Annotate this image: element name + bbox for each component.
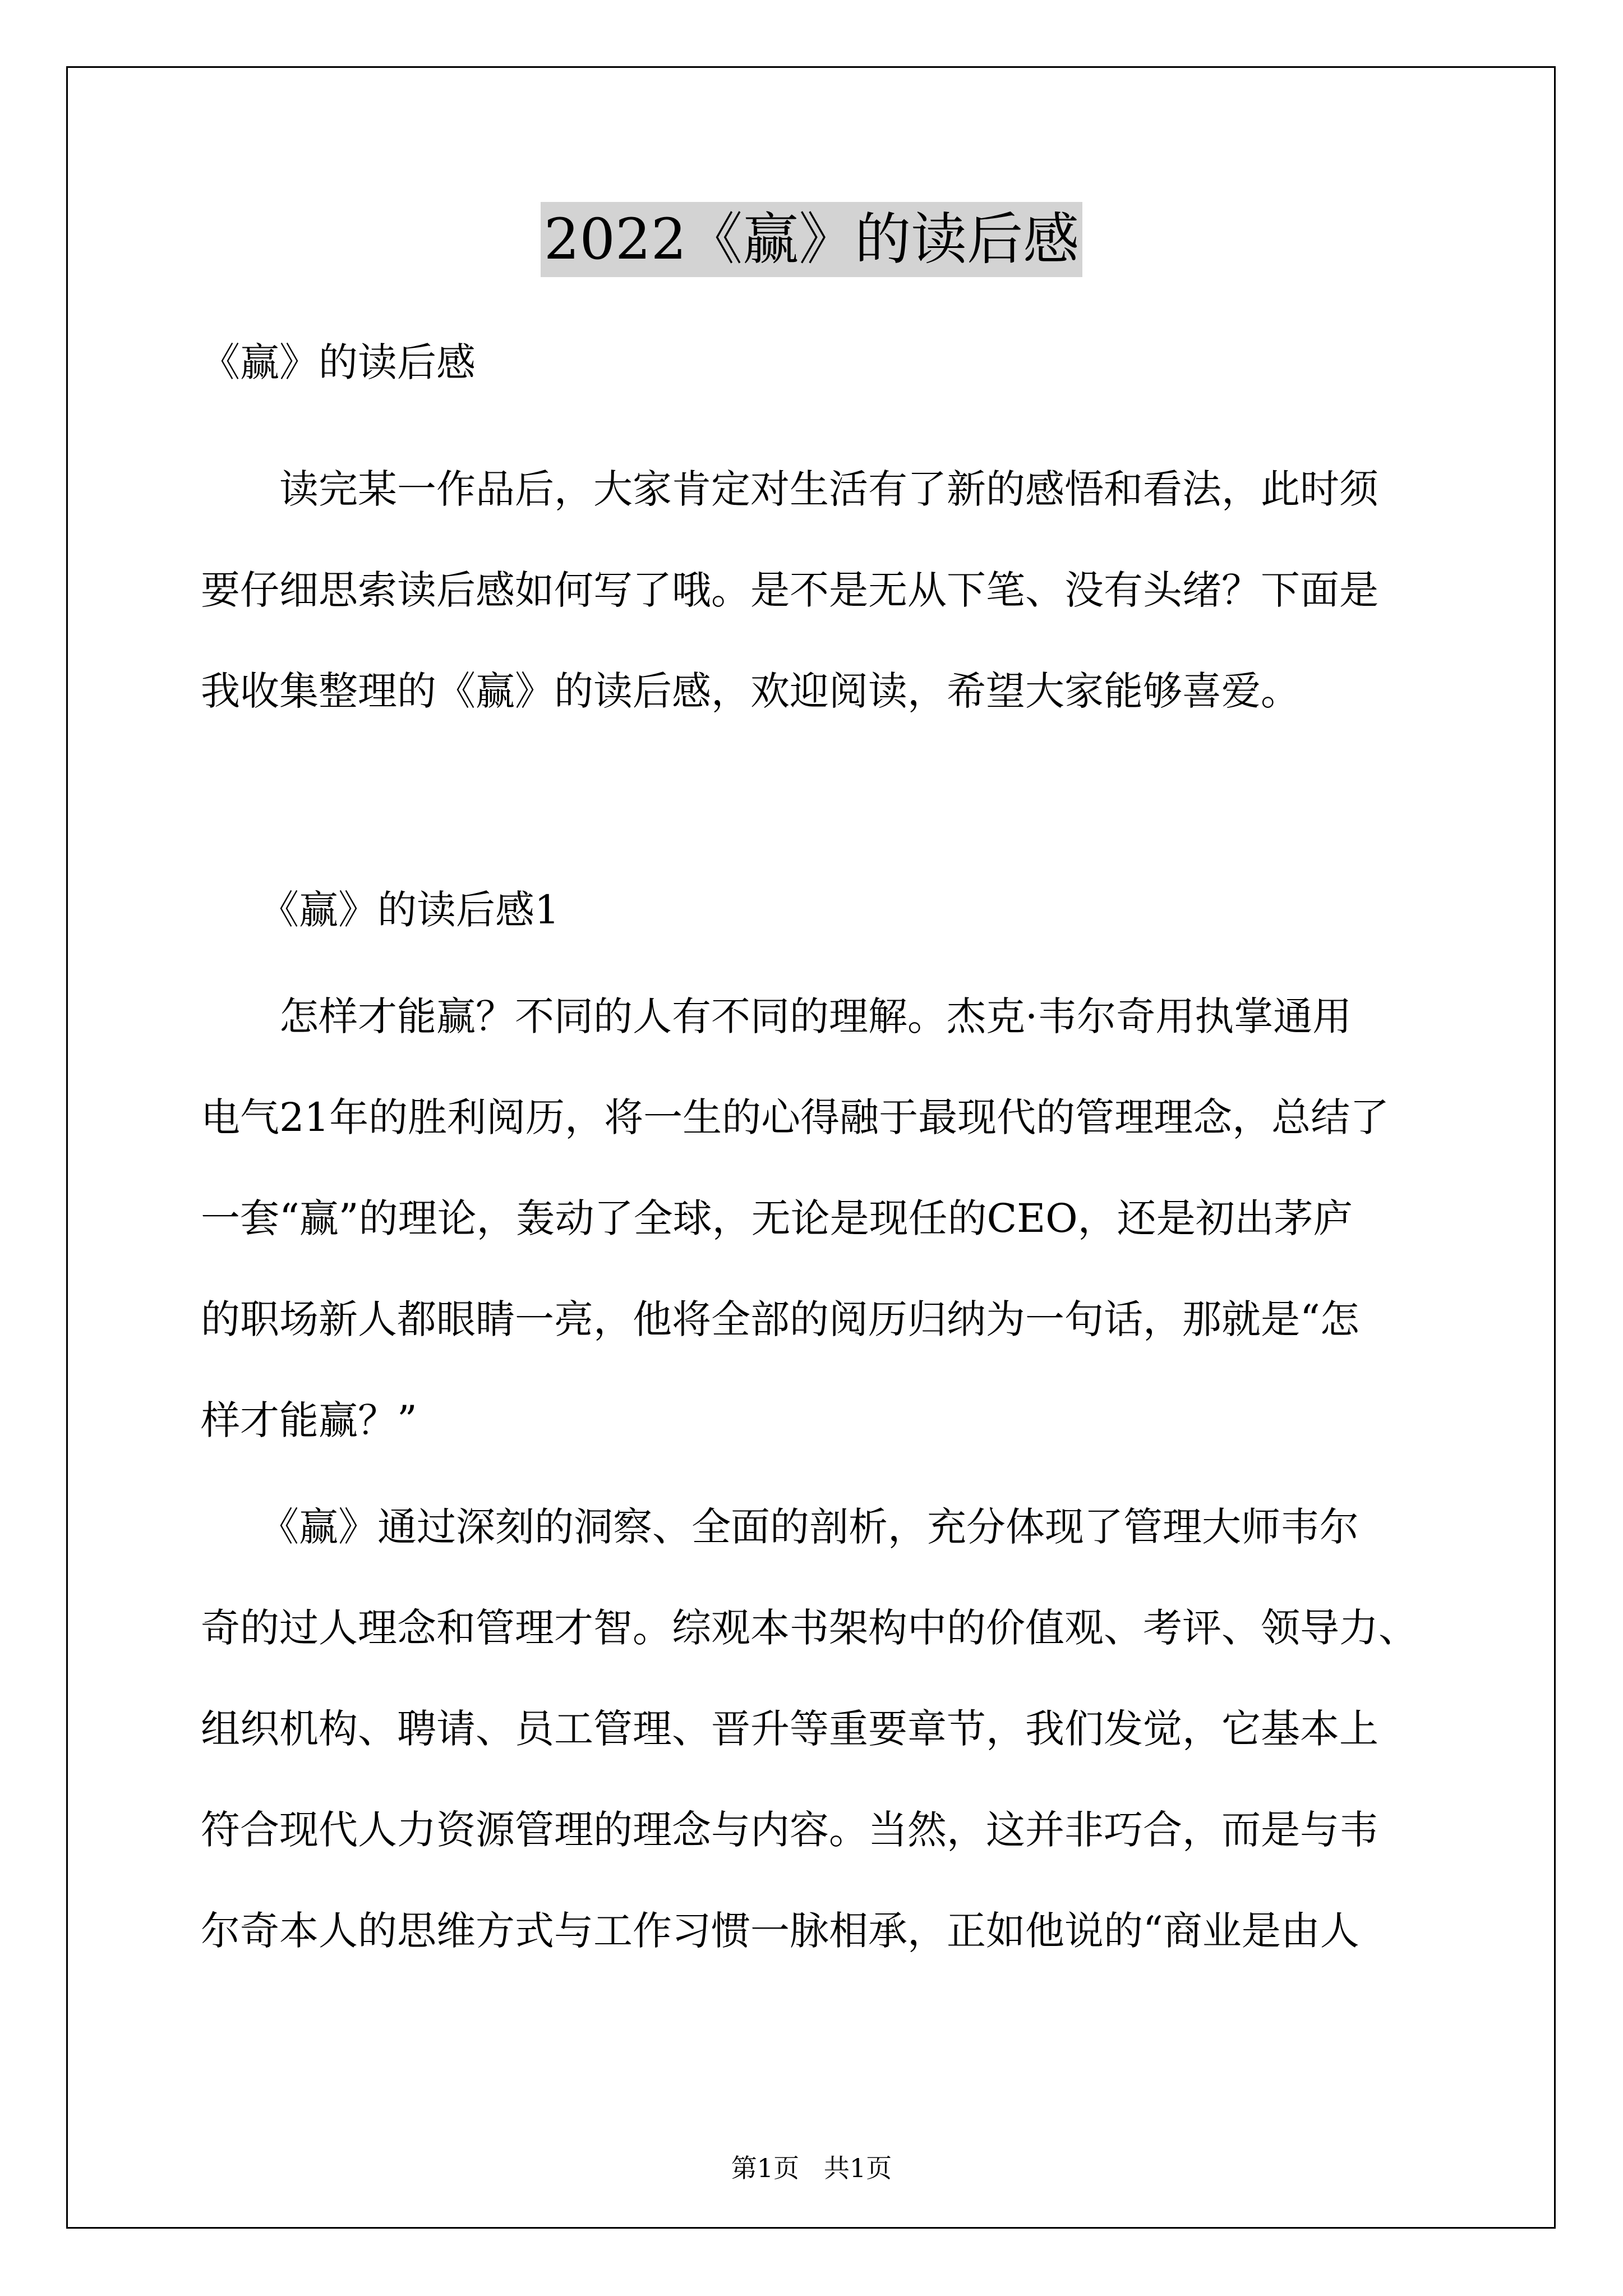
section-heading: 《赢》的读后感1 xyxy=(201,887,560,933)
document-subtitle: 《赢》的读后感 xyxy=(201,339,476,385)
paragraph1-line-3: 一套“赢”的理论，轰动了全球，无论是现任的CEO，还是初出茅庐 xyxy=(201,1195,1353,1241)
paragraph1-line-5: 样才能赢？” xyxy=(201,1397,417,1443)
paragraph2-line-4: 符合现代人力资源管理的理念与内容。当然，这并非巧合，而是与韦 xyxy=(201,1807,1378,1853)
paragraph1-line-1: 怎样才能赢？不同的人有不同的理解。杰克·韦尔奇用执掌通用 xyxy=(201,993,1352,1039)
title-container xyxy=(0,202,1623,277)
paragraph1-line-4: 的职场新人都眼睛一亮，他将全部的阅历归纳为一句话，那就是“怎 xyxy=(201,1296,1359,1342)
paragraph1-line-2: 电气21年的胜利阅历，将一生的心得融于最现代的管理理念，总结了 xyxy=(201,1094,1390,1140)
paragraph2-line-5: 尔奇本人的思维方式与工作习惯一脉相承，正如他说的“商业是由人 xyxy=(201,1908,1359,1954)
paragraph2-line-3: 组织机构、聘请、员工管理、晋升等重要章节，我们发觉，它基本上 xyxy=(201,1706,1378,1752)
paragraph2-line-2: 奇的过人理念和管理才智。综观本书架构中的价值观、考评、领导力、 xyxy=(201,1605,1418,1651)
document-title: 2022《赢》的读后感 xyxy=(541,202,1083,277)
page-footer: 第1页 共1页 xyxy=(731,2153,892,2183)
intro-line-1: 读完某一作品后，大家肯定对生活有了新的感悟和看法，此时须 xyxy=(201,466,1378,512)
intro-line-2: 要仔细思索读后感如何写了哦。是不是无从下笔、没有头绪？下面是 xyxy=(201,567,1378,613)
intro-line-3: 我收集整理的《赢》的读后感，欢迎阅读，希望大家能够喜爱。 xyxy=(201,668,1300,714)
paragraph2-line-1: 《赢》通过深刻的洞察、全面的剖析，充分体现了管理大师韦尔 xyxy=(201,1504,1359,1550)
